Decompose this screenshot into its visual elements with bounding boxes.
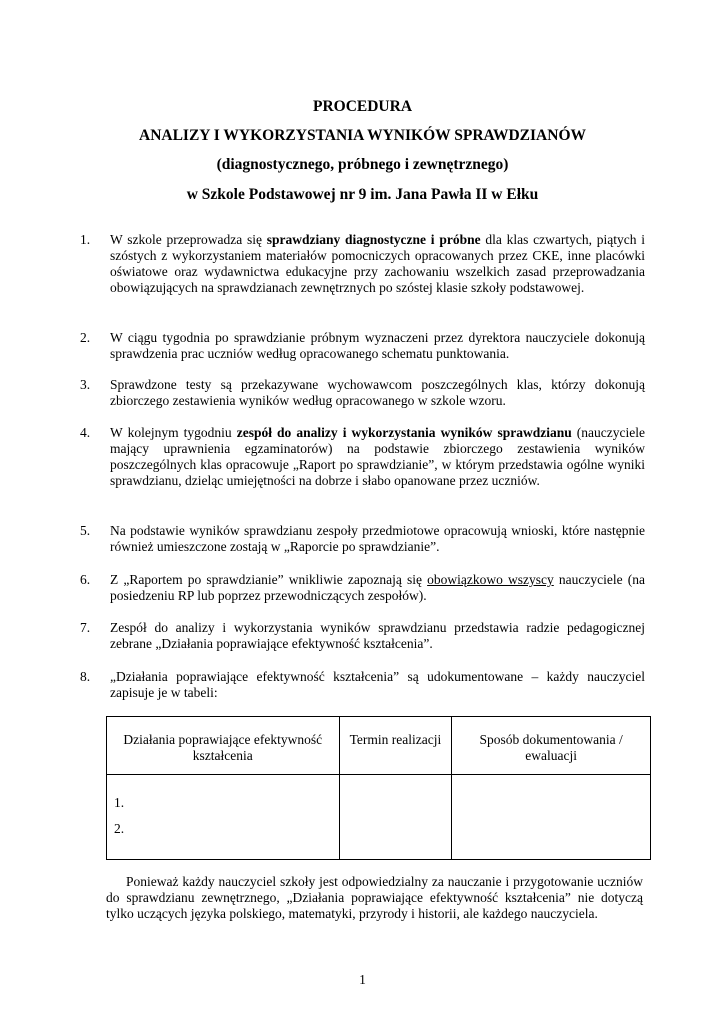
list-item-bold-text: sprawdziany diagnostyczne i próbne [266, 232, 481, 247]
list-item-underlined-text: obowiązkowo wszyscy [427, 572, 554, 587]
list-item-text: (nauczyciele mający uprawnienia egzaminatorów) na podstawie zbiorczego zestawienia wyników poszczególnych klas opracowuje „Raport po sprawdzianie”, w którym przedstawia ogólne wyniki sprawdzianu, dzieląc umiejętności na dobrze i słabo opanowane przez uczniów. [110, 425, 645, 488]
list-item-number: 8. [80, 669, 91, 684]
list-item-text: Sprawdzone testy są przekazywane wychowawcom poszczególnych klas, którzy dokonują zbiorczego zestawienia wyników według opracowanego w szkole wzoru. [110, 377, 645, 408]
list-item-text: Na podstawie wyników sprawdzianu zespoły przedmiotowe opracowują wnioski, które następnie również umieszczone zostają w „Raporcie po sprawdzianie”. [110, 523, 645, 554]
table-header-row [107, 717, 651, 775]
list-item-number: 5. [80, 523, 91, 538]
header-actions: Działania poprawiające efektywność kształcenia [123, 732, 323, 763]
list-item-number: 7. [80, 620, 91, 635]
table-row [107, 775, 651, 860]
doc-title-scope: (diagnostycznego, próbnego i zewnętrznego) [216, 156, 509, 173]
list-item-bold-text: zespół do analizy i wykorzystania wyników sprawdzianu [236, 425, 572, 440]
list-item-number: 6. [80, 572, 91, 587]
list-item-number: 2. [80, 330, 91, 345]
list-item-text: Zespół do analizy i wykorzystania wyników sprawdzianu przedstawia radzie pedagogicznej zebrane „Działania poprawiające efektywność kształcenia”. [110, 620, 645, 651]
list-item-number: 3. [80, 377, 91, 392]
closing-paragraph: Ponieważ każdy nauczyciel szkoły jest odpowiedzialny za nauczanie i przygotowanie uczniów do sprawdzianu zewnętrznego, „Działania poprawiające efektywność kształcenia” nie dotyczą tylko uczących języka polskiego, matematyki, przyrody i historii, ale każdego nauczyciela. [106, 874, 643, 921]
table-cell [452, 775, 651, 860]
doc-title-subject: ANALIZY I WYKORZYSTANIA WYNIKÓW SPRAWDZIANÓW [139, 127, 586, 144]
table-header-cell [452, 717, 651, 775]
row-number-2: 2. [114, 821, 125, 836]
list-item-text: W ciągu tygodnia po sprawdzianie próbnym wyznaczeni przez dyrektora nauczyciele dokonują sprawdzenia prac uczniów według opracowanego schematu punktowania. [110, 330, 645, 361]
list-item-text: W szkole przeprowadza się [110, 232, 267, 247]
table-cell [339, 775, 452, 860]
list-item-number: 1. [80, 232, 91, 247]
page-number: 1 [359, 972, 366, 987]
list-item-text: Z „Raportem po sprawdzianie” wnikliwie zapoznają się [110, 572, 428, 587]
list-item-number: 4. [80, 425, 91, 440]
doc-title-school: w Szkole Podstawowej nr 9 im. Jana Pawła II w Ełku [186, 186, 539, 203]
list-item-text: dla klas czwartych, piątych i szóstych z wykorzystaniem materiałów pomocniczych opracowanych przez CKE, inne placówki oświatowe oraz wydawnictwa edukacyjne przy zachowaniu wszelkich zasad przeprowadzania obowiązujących na sprawdzianach zewnętrznych po szóstej klasie szkoły podstawowej. [110, 232, 645, 295]
header-deadline: Termin realizacji [349, 732, 442, 747]
list-item-text: nauczyciele (na posiedzeniu RP lub poprzez przewodniczących zespołów). [110, 572, 645, 603]
list-item-text: „Działania poprawiające efektywność kształcenia” są udokumentowane – każdy nauczyciel zapisuje je w tabeli: [110, 669, 645, 700]
actions-table [106, 716, 651, 860]
table-cell [107, 775, 340, 860]
header-documentation: Sposób dokumentowania / ewaluacji [479, 732, 623, 763]
doc-title: PROCEDURA [312, 98, 413, 115]
list-item-text: W kolejnym tygodniu [110, 425, 237, 440]
table-header-cell [107, 717, 340, 775]
table-header-cell [339, 717, 452, 775]
row-number-1: 1. [114, 795, 125, 810]
